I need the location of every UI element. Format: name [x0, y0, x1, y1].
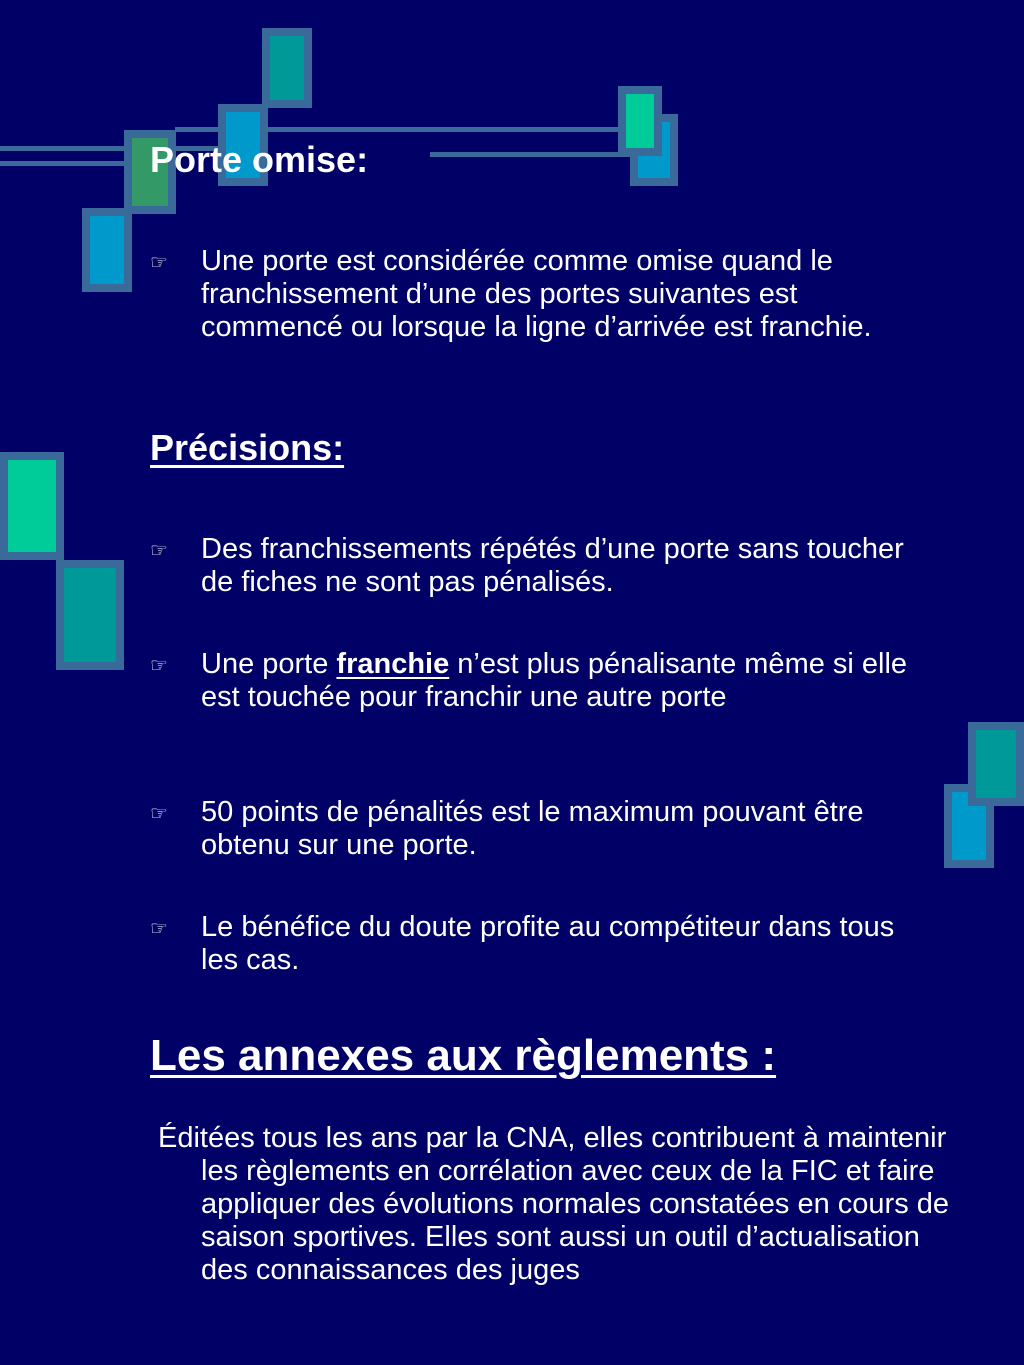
bullet-text: Le bénéfice du doute profite au compétiteur dans tous les cas. — [201, 911, 895, 976]
pointing-hand-icon: ☞ — [150, 918, 168, 940]
bullet-precisions-3 — [150, 796, 920, 862]
decorative-square-green-left — [0, 452, 64, 560]
bullet-text-after: n’est plus pénalisante même si elle est touchée pour franchir une autre porte — [201, 648, 908, 713]
bullet-precisions-2 — [150, 648, 920, 714]
decorative-line-top-right-2 — [430, 152, 640, 157]
bullet-porte-omise-1 — [150, 245, 920, 344]
bullet-precisions-4 — [150, 911, 920, 977]
pointing-hand-icon: ☞ — [150, 252, 168, 274]
heading-annexes: Les annexes aux règlements : — [150, 1031, 777, 1080]
bullet-text: Des franchissements répétés d’une porte sans toucher de fiches ne sont pas pénalisés. — [201, 533, 904, 598]
decorative-square-teal-top — [262, 28, 312, 108]
heading-precisions: Précisions: — [150, 427, 345, 468]
decorative-square-green-right-top — [618, 86, 662, 156]
annexes-paragraph: Éditées tous les ans par la CNA, elles contribuent à maintenir les règlements en corrélation avec ceux de la FIC et faire appliquer des évolutions normales constatées en cours de saison sportives. Elles sont aussi un outil d’actualisation des connaissances des juges — [158, 1122, 950, 1286]
bullet-emphasis-franchie: franchie — [336, 648, 450, 680]
heading-porte-omise: Porte omise: — [150, 139, 369, 180]
decorative-square-teal-right-bottom — [968, 722, 1024, 806]
bullet-text-before: Une porte — [201, 648, 337, 680]
decorative-square-sky-left — [82, 208, 132, 292]
bullet-text: Une porte est considérée comme omise quand le franchissement d’une des portes suivantes est commencé ou lorsque la ligne d’arrivée est franchie. — [201, 245, 872, 343]
bullet-precisions-1 — [150, 533, 920, 599]
pointing-hand-icon: ☞ — [150, 540, 168, 562]
bullet-text — [201, 648, 920, 714]
pointing-hand-icon: ☞ — [150, 655, 168, 677]
bullet-text: 50 points de pénalités est le maximum pouvant être obtenu sur une porte. — [201, 796, 864, 861]
decorative-square-teal-left — [56, 560, 124, 670]
pointing-hand-icon: ☞ — [150, 803, 168, 825]
